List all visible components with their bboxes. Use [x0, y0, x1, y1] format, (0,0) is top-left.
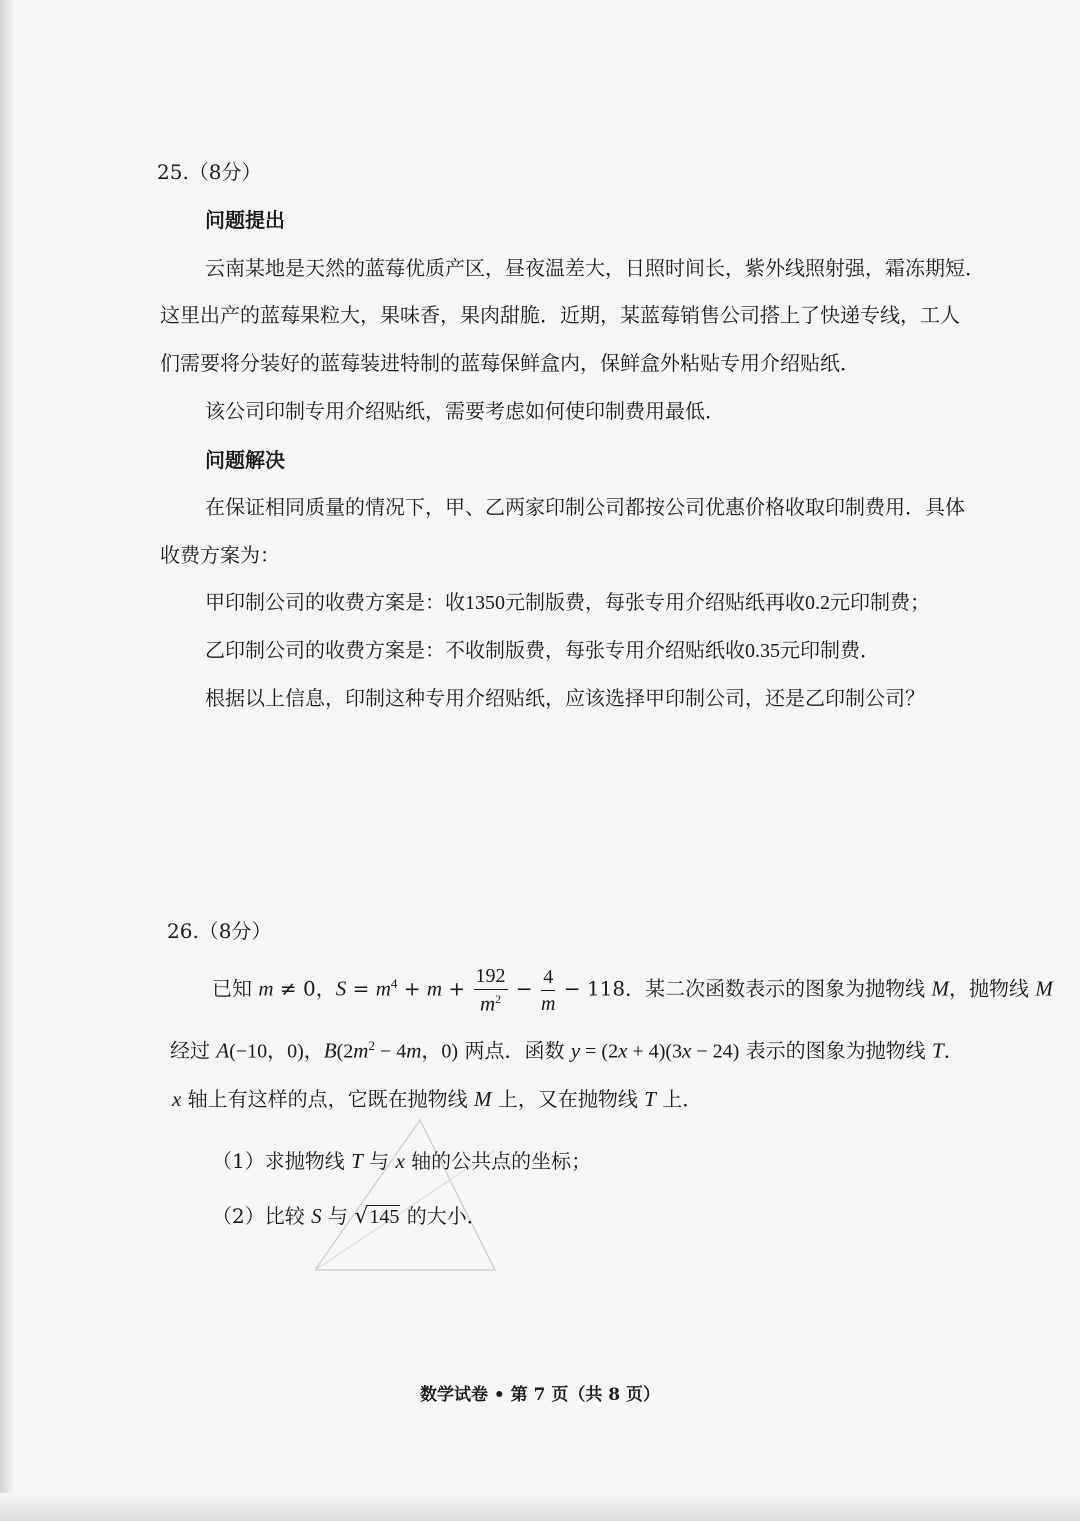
q25-paragraph-1-line-1: 云南某地是天然的蓝莓优质产区，昼夜温差大，日照时间长，紫外线照射强，霜冻期短．	[205, 256, 985, 280]
plan-b-text: 乙印制公司的收费方案是：不收制版费，每张专用介绍贴纸收0.35元印制费．	[205, 638, 880, 662]
plan-a-text: 甲印制公司的收费方案是：收1350元制版费，每张专用介绍贴纸再收0.2元印制费；	[205, 590, 930, 614]
q25-question: 根据以上信息，印制这种专用介绍贴纸，应该选择甲印制公司，还是乙印制公司？	[205, 686, 925, 710]
q26-line-1: 已知 m ≠ 0，$S = m^4 + m$ + $\frac{192}{m^2}$ − $\frac{4}{m}$ − 118．某二次函数表示的图象为抛物线 M，抛物线 M	[212, 964, 1053, 1016]
q26-line-2: 经过 A(−10，0)，$B(2m^2 - 4m$，0) 两点．函数 y = (2x + 4)(3x − 24) 表示的图象为抛物线 T．	[170, 1038, 964, 1063]
fraction-192-over-m-squared: $\frac{192}{m^2}$	[475, 964, 506, 1016]
q25-paragraph-3-line-2: 收费方案为：	[160, 543, 280, 567]
q25-paragraph-2: 该公司印制专用介绍贴纸，需要考虑如何使印制费用最低．	[205, 399, 725, 423]
page-footer: 数学试卷 • 第 7 页（共 8 页）	[419, 1385, 661, 1405]
question-26-number: 26.（8分）	[167, 919, 272, 943]
question-25-number: 25.（8分）	[157, 160, 262, 184]
heading-problem-raised: 问题提出	[205, 208, 285, 232]
page-bottom-shadow	[0, 1493, 1080, 1521]
heading-problem-solving: 问题解决	[205, 448, 285, 472]
q25-paragraph-1-line-2: 这里出产的蓝莓果粒大，果味香，果肉甜脆．近期，某蓝莓销售公司搭上了快递专线，工人	[160, 303, 960, 327]
q26-subquestion-1: （1）求抛物线 T 与 x 轴的公共点的坐标；	[212, 1149, 592, 1173]
show-through-figure	[300, 1110, 510, 1290]
page-edge-shadow	[0, 0, 14, 1521]
q26-subquestion-2: （2）比较 S 与 √145 的大小．	[212, 1204, 487, 1229]
q25-paragraph-1-line-3: 们需要将分装好的蓝莓装进特制的蓝莓保鲜盒内，保鲜盒外粘贴专用介绍贴纸．	[160, 351, 860, 375]
fraction-4-over-m: $\frac{4}{m}$	[541, 965, 556, 1015]
square-root-145: √145	[354, 1204, 400, 1229]
q26-line-3: x 轴上有这样的点，它既在抛物线 M 上，又在抛物线 T 上．	[172, 1087, 703, 1111]
q25-paragraph-3-line-1: 在保证相同质量的情况下，甲、乙两家印制公司都按公司优惠价格收取印制费用．具体	[205, 495, 965, 519]
